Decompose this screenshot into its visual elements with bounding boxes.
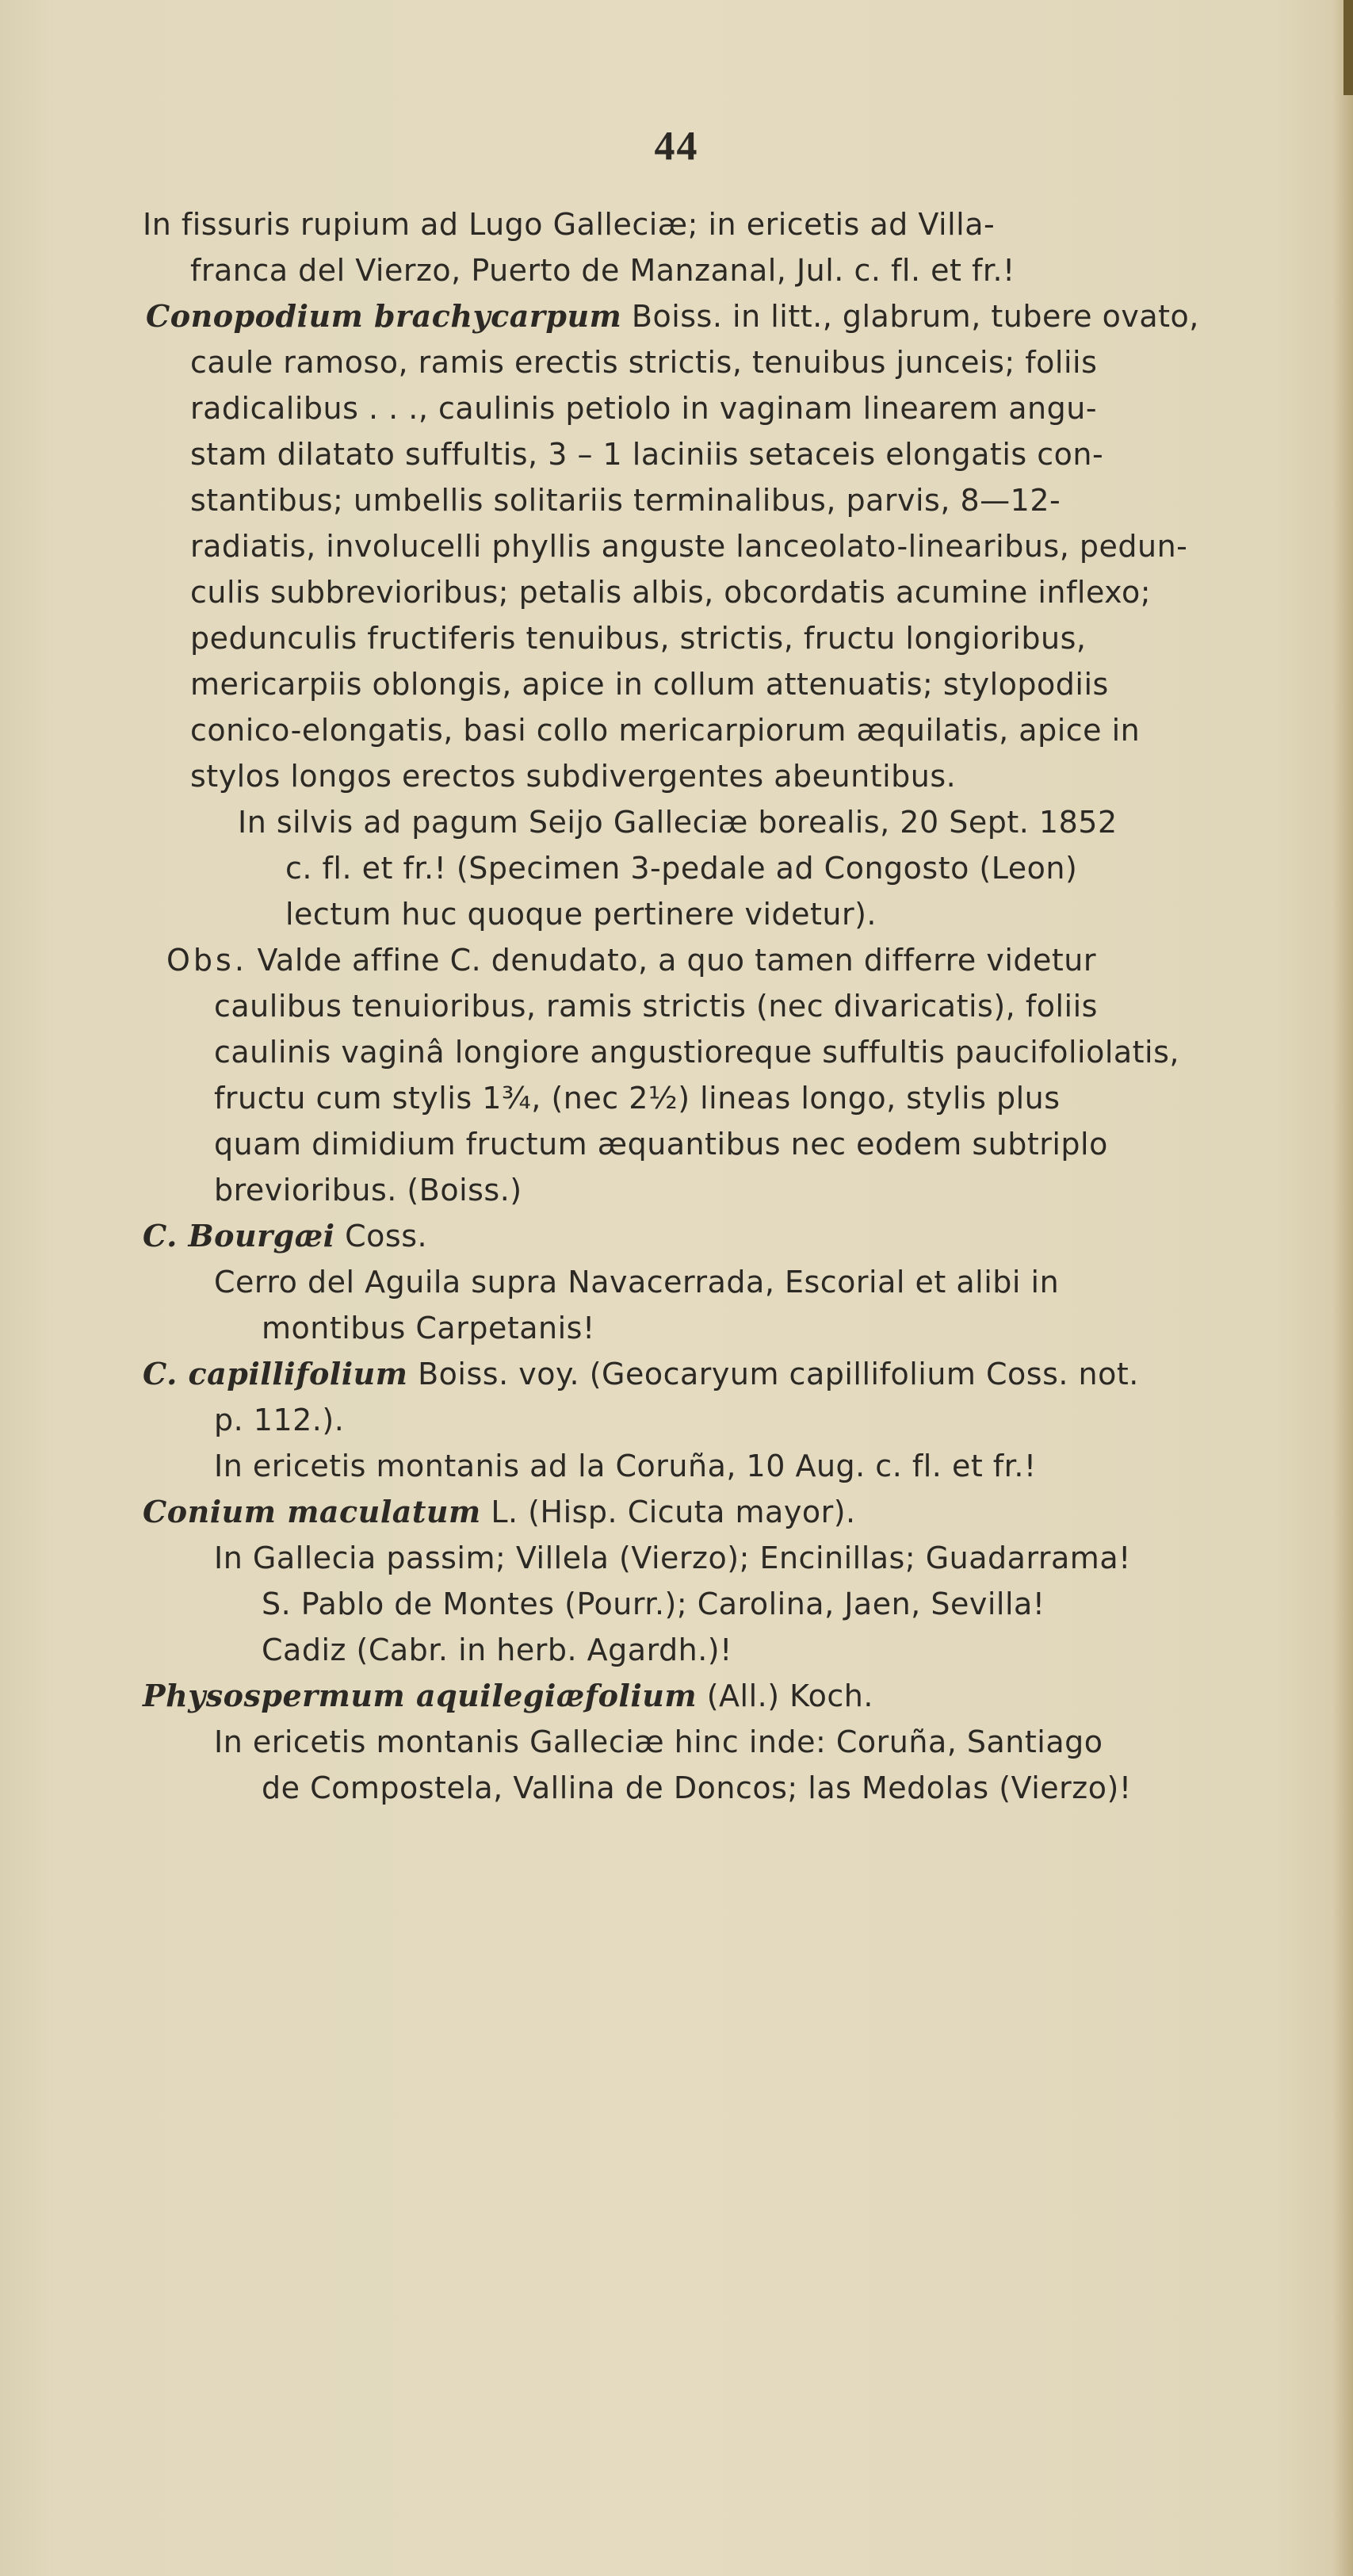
text-line: caule ramoso, ramis erectis strictis, tenuibus junceis; foliis xyxy=(190,345,1098,380)
text-line: In fissuris rupium ad Lugo Galleciæ; in ericetis ad Villa- xyxy=(143,207,996,242)
text-line: Obs. Valde affine C. denudato, a quo tamen differre videtur xyxy=(166,943,1096,978)
text-line: lectum huc quoque pertinere videtur). xyxy=(285,897,877,932)
text-line: montibus Carpetanis! xyxy=(262,1311,595,1345)
text-line: fructu cum stylis 1¾, (nec 2½) lineas longo, stylis plus xyxy=(214,1081,1061,1116)
text-line: Cerro del Aguila supra Navacerrada, Escorial et alibi in xyxy=(214,1265,1060,1299)
text-line: de Compostela, Vallina de Doncos; las Medolas (Vierzo)! xyxy=(262,1770,1132,1805)
taxon-name: Conium maculatum xyxy=(143,1494,481,1529)
text-line: caulibus tenuioribus, ramis strictis (nec divaricatis), foliis xyxy=(214,989,1098,1024)
taxon-name: Physospermum aquilegiæfolium xyxy=(143,1678,698,1713)
text-line: stantibus; umbellis solitariis terminalibus, parvis, 8—12- xyxy=(190,483,1061,518)
text-line: stylos longos erectos subdivergentes abeuntibus. xyxy=(190,759,957,794)
text-line: mericarpiis oblongis, apice in collum attenuatis; stylopodiis xyxy=(190,667,1109,702)
text-line: conico-elongatis, basi collo mericarpiorum æquilatis, apice in xyxy=(190,713,1141,748)
text-line: Cadiz (Cabr. in herb. Agardh.)! xyxy=(262,1632,732,1667)
text-line: culis subbrevioribus; petalis albis, obcordatis acumine inflexo; xyxy=(190,575,1152,610)
page-edge-mark xyxy=(1343,0,1353,95)
obs-label: Obs. xyxy=(166,943,247,978)
text-line: In silvis ad pagum Seijo Galleciæ borealis, 20 Sept. 1852 xyxy=(238,805,1118,840)
taxon-name: C. Bourgæi xyxy=(143,1218,335,1254)
text-line: In Gallecia passim; Villela (Vierzo); Encinillas; Guadarrama! xyxy=(214,1541,1131,1575)
text-line: pedunculis fructiferis tenuibus, strictis, fructu longioribus, xyxy=(190,621,1087,656)
text-line: Conium maculatum L. (Hisp. Cicuta mayor). xyxy=(143,1494,856,1529)
text-line: franca del Vierzo, Puerto de Manzanal, Jul. c. fl. et fr.! xyxy=(190,253,1015,288)
text-line: Conopodium brachycarpum Boiss. in litt., glabrum, tubere ovato, xyxy=(146,298,1199,334)
text-line: stam dilatato suffultis, 3 – 1 laciniis setaceis elongatis con- xyxy=(190,437,1104,472)
text-line: quam dimidium fructum æquantibus nec eodem subtriplo xyxy=(214,1127,1108,1162)
text-line: radicalibus . . ., caulinis petiolo in vaginam linearem angu- xyxy=(190,391,1098,426)
text-line: S. Pablo de Montes (Pourr.); Carolina, Jaen, Sevilla! xyxy=(262,1587,1045,1621)
text-line: caulinis vaginâ longiore angustioreque suffultis paucifoliolatis, xyxy=(214,1035,1179,1070)
taxon-name: Conopodium brachycarpum xyxy=(146,298,622,334)
text-line: brevioribus. (Boiss.) xyxy=(214,1173,522,1208)
text-line: C. Bourgæi Coss. xyxy=(143,1218,428,1254)
text-line: p. 112.). xyxy=(214,1403,345,1437)
text-line: In ericetis montanis ad la Coruña, 10 Aug. c. fl. et fr.! xyxy=(214,1449,1037,1483)
text-line: c. fl. et fr.! (Specimen 3-pedale ad Congosto (Leon) xyxy=(285,851,1078,886)
text-line: radiatis, involucelli phyllis anguste lanceolato-linearibus, pedun- xyxy=(190,529,1188,564)
page-number: 44 xyxy=(654,124,699,169)
text-line: Physospermum aquilegiæfolium (All.) Koch. xyxy=(143,1678,873,1713)
text-line: In ericetis montanis Galleciæ hinc inde: Coruña, Santiago xyxy=(214,1724,1103,1759)
text-line: C. capillifolium Boiss. voy. (Geocaryum capillifolium Coss. not. xyxy=(143,1356,1139,1391)
taxon-name: C. capillifolium xyxy=(143,1356,408,1391)
page-edge-shadow xyxy=(1332,0,1353,2576)
